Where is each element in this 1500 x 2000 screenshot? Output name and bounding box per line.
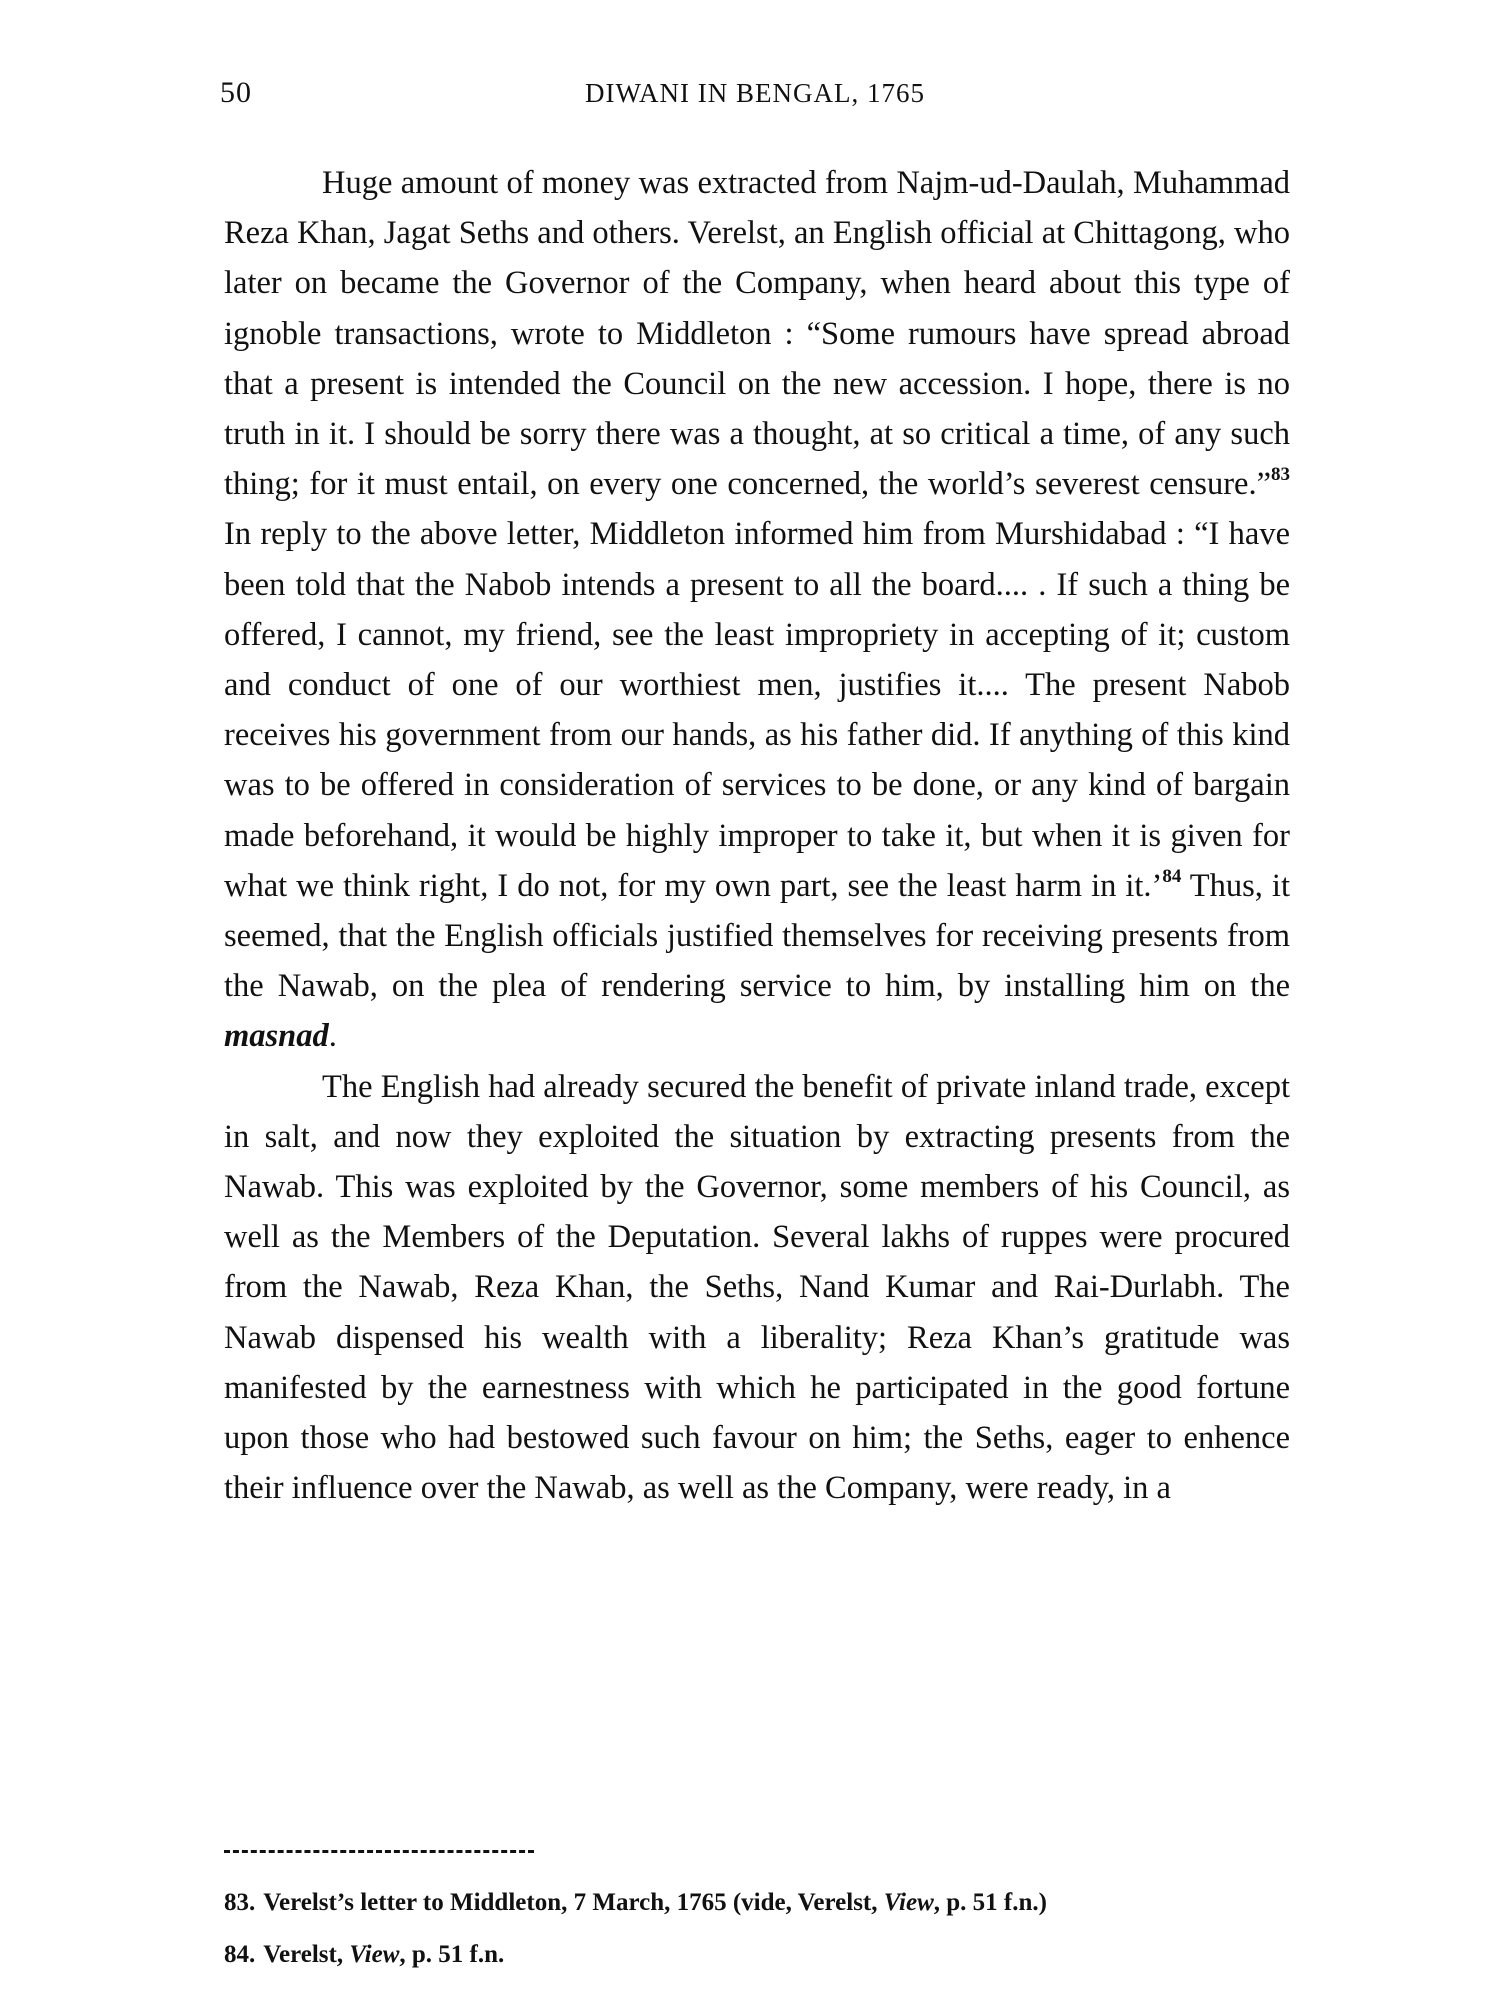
footnote-ref-84: 84 [1162, 865, 1182, 887]
footnote-text: Verelst, [263, 1941, 350, 1968]
paragraph-1-text-b: In reply to the above letter, Middleton informed him from Murshidabad : “I have been told that the Nabob intends a present to all the board.... . If such a thing be offered, I cannot, my friend, see the least impropriety in accepting of it; custom and conduct of one of our worthiest men, justifies it.... The present Nabob receives his government from our hands, as his father did. If anything of this kind was to be offered in consideration of services to be done, or any kind of bargain made beforehand, it would be highly improper to take it, but when it is given for what we think right, I do not, for my own part, see the least harm in it.’ [224, 516, 1290, 904]
paragraph-1-text-c: Thus, it seemed, that the English officials justified themselves for receiving presents from the Nawab, on the plea of rendering service to him, by installing him on the [224, 867, 1290, 1005]
footnote-title: View [883, 1889, 934, 1916]
footnote-text: Verelst’s letter to Middleton, 7 March, 1765 (vide, Verelst, [263, 1889, 884, 1916]
paragraph-1 [224, 158, 1290, 1062]
footnote-text: , p. 51 f.n. [399, 1941, 505, 1968]
page-number: 50 [220, 76, 252, 109]
footnote-number: 84. [224, 1941, 256, 1968]
footnote-number: 83. [224, 1889, 256, 1916]
paragraph-1-text-a: Huge amount of money was extracted from Najm-ud-Daulah, Muhammad Reza Khan, Jagat Seths and others. Verelst, an English official at Chittagong, who later on became the Governor of the Company, when heard about this type of ignoble transactions, wrote to Middleton : “Some rumours have spread abroad that a present is intended the Council on the new accession. I hope, there is no truth in it. I should be sorry there was a thought, at so critical a time, of any such thing; for it must entail, on every one concerned, the world’s severest censure.” [224, 165, 1290, 503]
footnote-84 [224, 1929, 1304, 1981]
running-title: DIWANI IN BENGAL, 1765 [585, 78, 925, 108]
footnote-ref-83: 83 [1271, 464, 1290, 486]
body-text [224, 158, 1290, 1513]
footnote-title: View [349, 1941, 400, 1968]
footnote-divider [224, 1850, 534, 1853]
footnote-83 [224, 1877, 1304, 1929]
footnotes [224, 1877, 1304, 1981]
paragraph-1-text-d: . [328, 1018, 337, 1055]
footnote-text: , p. 51 f.n.) [933, 1889, 1047, 1916]
paragraph-2: The English had already secured the benefit of private inland trade, except in salt, and now they exploited the situation by extracting presents from the Nawab. This was exploited by the Governor, some members of his Council, as well as the Members of the Deputation. Several lakhs of ruppes were procured from the Nawab, Reza Khan, the Seths, Nand Kumar and Rai-Durlabh. The Nawab dispensed his wealth with a liberality; Reza Khan’s gratitude was manifested by the earnestness with which he participated in the good fortune upon those who had bestowed such favour on him; the Seths, eager to enhence their influence over the Nawab, as well as the Company, were ready, in a [224, 1068, 1290, 1507]
italic-term-masnad: masnad [224, 1018, 329, 1055]
running-head [220, 76, 1290, 120]
